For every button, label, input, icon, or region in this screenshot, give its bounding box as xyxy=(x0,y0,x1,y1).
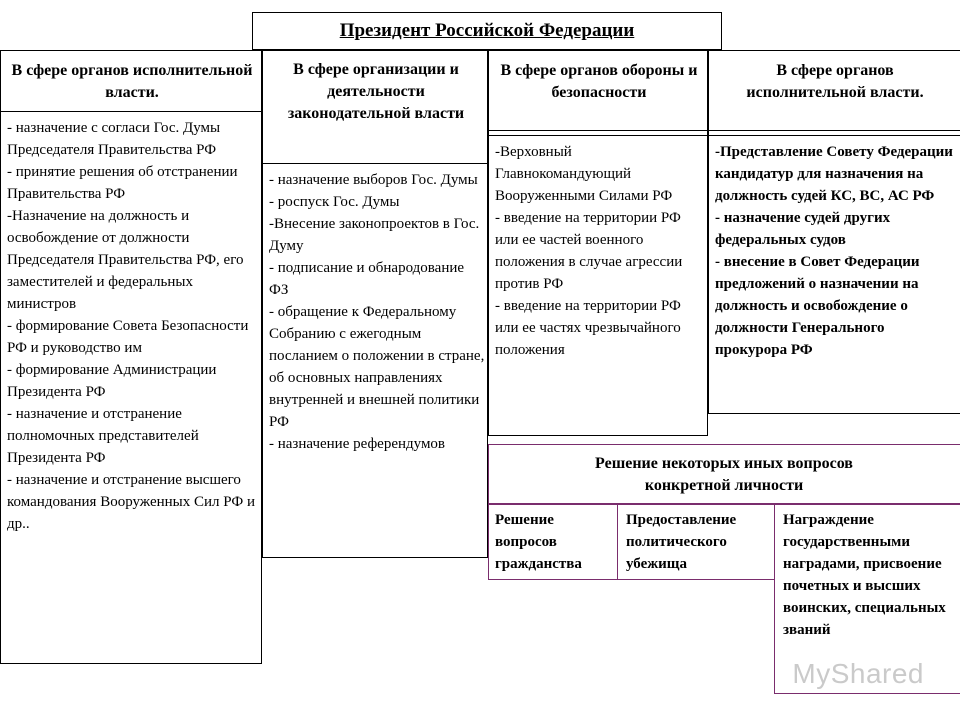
col4-box xyxy=(708,50,960,414)
col4-divider-2 xyxy=(709,135,960,136)
col2-divider xyxy=(263,163,487,164)
col1-body: - назначение с согласи Гос. Думы Председателя Правительства РФ - принятие решения об отстранении Правительства РФ -Назначение на должность и освобождение от должности Председателя Правительства РФ, его заместителей и федеральных министров - формирование Совета Безопасности РФ и руководство им - формирование Администрации Президента РФ - назначение и отстранение полномочных представителей Президента РФ - назначение и отстранение высшего командования Вооруженных Сил РФ и др.. xyxy=(7,120,255,532)
other-header: Решение некоторых иных вопросов конкретной личности xyxy=(595,455,853,494)
president-title-box xyxy=(252,12,722,50)
col3-body: -Верховный Главнокомандующий Вооруженными Силами РФ - введение на территории РФ или ее частей военного положения в случае агрессии против РФ - введение на территории РФ или ее частях чрезвычайного положения xyxy=(495,144,683,358)
col1-divider xyxy=(1,111,261,112)
other-header-box xyxy=(488,444,960,504)
col3-box xyxy=(488,50,708,436)
col2-body: - назначение выборов Гос. Думы - роспуск Гос. Думы -Внесение законопроектов в Гос. Думу - подписание и обнародование ФЗ - обращение к Федеральному Собранию с ежегодным посланием о положении в стране, об основных направлениях внутренней и внешней политики РФ - назначение референдумов xyxy=(269,172,485,452)
col4-body: -Представление Совету Федерации кандидатур для назначения на должность судей КС, ВС, АС РФ - назначение судей других федеральных судов - внесение в Совет Федерации предложений о назначении на должность и освобождение о должности Генерального прокурора РФ xyxy=(715,144,953,358)
col4-header: В сфере органов исполнительной власти. xyxy=(746,62,924,101)
other-item-awards-text: Награждение государственными наградами, присвоение почетных и высших воинских, специальных званий xyxy=(783,512,946,638)
watermark-logo: MyShared xyxy=(792,658,924,689)
col1-box xyxy=(0,50,262,664)
other-item-citizenship xyxy=(488,504,618,580)
col2-box xyxy=(262,50,488,558)
col2-header: В сфере организации и деятельности законодательной власти xyxy=(287,61,465,122)
other-item-citizenship-text: Решение вопросов гражданства xyxy=(495,512,582,572)
president-title: Президент Российской Федерации xyxy=(339,20,635,41)
col4-divider xyxy=(709,130,960,131)
col3-divider xyxy=(489,130,707,131)
col1-header: В сфере органов исполнительной власти. xyxy=(11,62,253,101)
col3-divider-2 xyxy=(489,135,707,136)
other-item-asylum-text: Предоставление политического убежища xyxy=(626,512,737,572)
other-item-asylum xyxy=(617,504,775,580)
col3-header: В сфере органов обороны и безопасности xyxy=(500,62,698,101)
